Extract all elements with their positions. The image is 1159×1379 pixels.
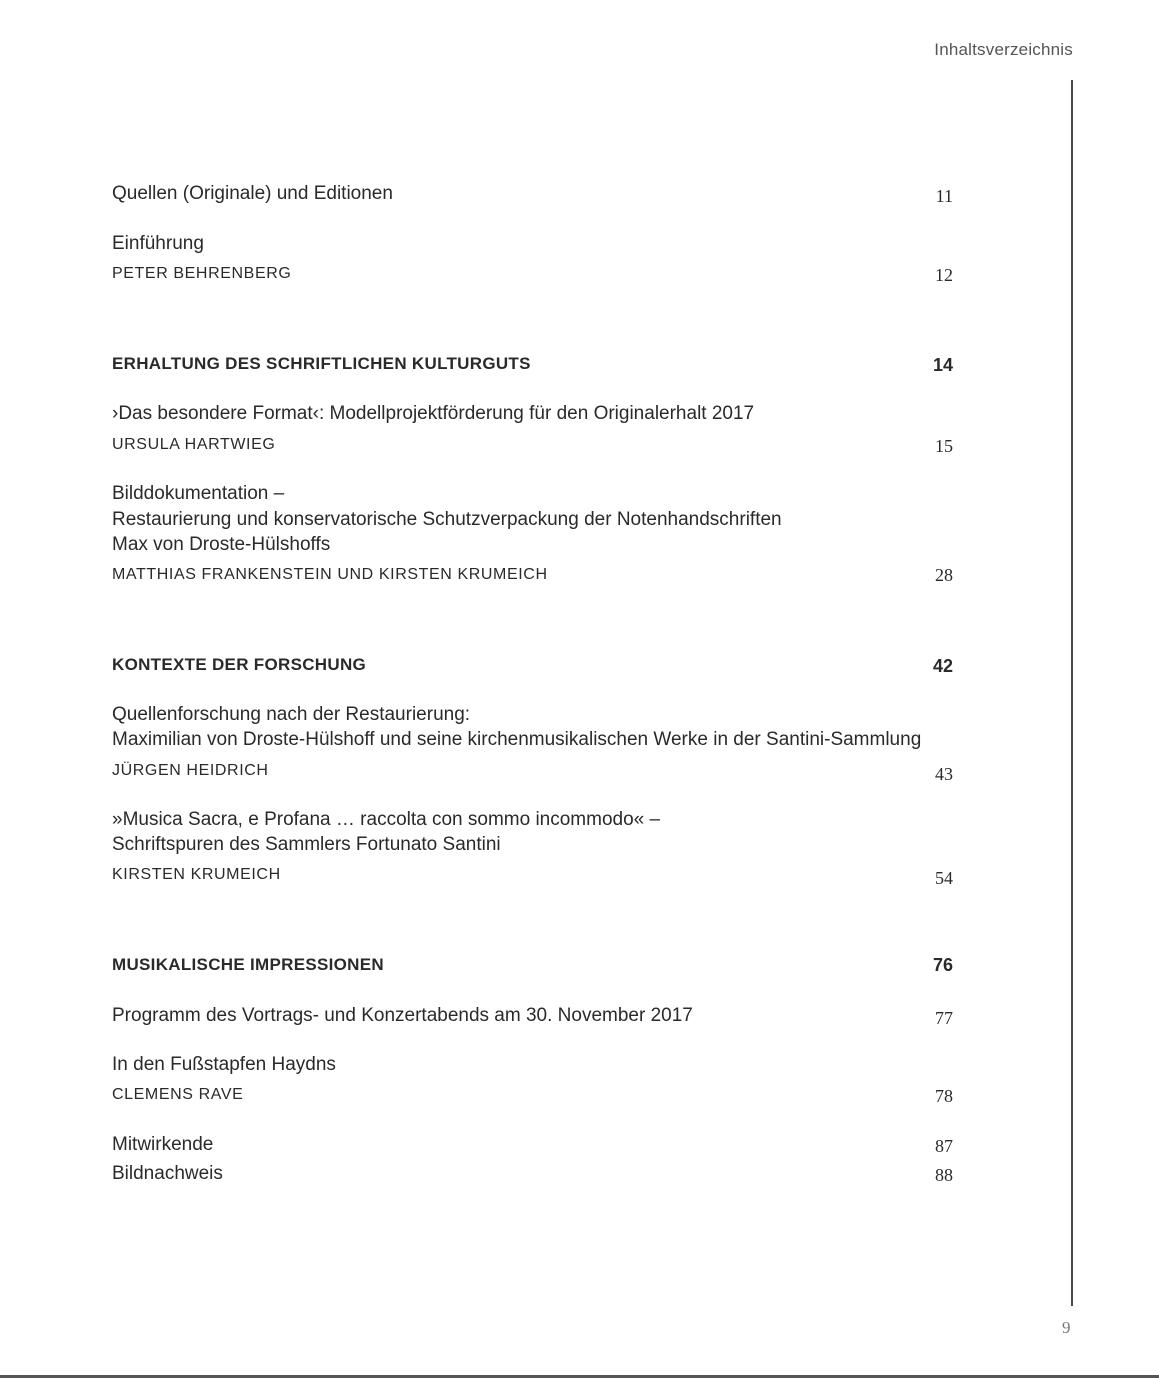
toc-entry-page: 78 <box>935 1086 953 1106</box>
toc-entry-author: URSULA HARTWIEG <box>112 436 276 453</box>
toc-entry-page: 77 <box>935 1008 953 1028</box>
toc-entry-author: CLEMENS RAVE <box>112 1086 244 1103</box>
toc-entry-author: MATTHIAS FRANKENSTEIN UND KIRSTEN KRUMEICH <box>112 566 548 583</box>
toc-section-heading: KONTEXTE DER FORSCHUNG <box>112 655 367 674</box>
toc-entry-page: 15 <box>935 436 953 456</box>
toc-section-heading: ERHALTUNG DES SCHRIFTLICHEN KULTURGUTS <box>112 354 531 373</box>
toc-entry-author: JÜRGEN HEIDRICH <box>112 762 269 779</box>
toc-section-page: 76 <box>932 955 953 975</box>
vertical-rule <box>1071 80 1073 1306</box>
toc-entry-title: ›Das besondere Format‹: Modellprojektförderung für den Originalerhalt 2017 <box>112 403 755 424</box>
toc-section-page: 14 <box>932 355 953 375</box>
toc-entry-title-line: Maximilian von Droste-Hülshoff und seine kirchenmusikalischen Werke in der Santini-Sammlung <box>112 729 922 750</box>
toc-entry-title-line: Schriftspuren des Sammlers Fortunato Santini <box>112 834 501 855</box>
toc-entry-author: PETER BEHRENBERG <box>112 265 292 282</box>
toc-entry-title-line: Bilddokumentation – <box>112 483 285 504</box>
toc-entry-title-line: »Musica Sacra, e Profana … raccolta con sommo incommodo« – <box>112 809 661 830</box>
toc-entry-page: 54 <box>935 868 953 888</box>
toc-entry-title-line: Restaurierung und konservatorische Schutzverpackung der Notenhandschriften <box>112 509 782 530</box>
toc-entry-page: 87 <box>935 1136 953 1156</box>
toc-entry-author: KIRSTEN KRUMEICH <box>112 866 281 883</box>
toc-entry-title: Programm des Vortrags- und Konzertabends am 30. November 2017 <box>112 1005 693 1026</box>
page-number: 9 <box>1062 1318 1071 1337</box>
running-head: Inhaltsverzeichnis <box>934 40 1073 59</box>
toc-entry-title-line: Quellenforschung nach der Restaurierung: <box>112 704 471 725</box>
toc-entry-page: 88 <box>935 1165 953 1185</box>
toc-entry-title: Quellen (Originale) und Editionen <box>112 183 393 204</box>
toc-entry-page: 12 <box>935 265 953 285</box>
toc-section-page: 42 <box>932 656 953 676</box>
toc-section-heading: MUSIKALISCHE IMPRESSIONEN <box>112 955 384 974</box>
toc-entry-page: 28 <box>935 565 953 585</box>
toc-entry-title: Einführung <box>112 233 204 254</box>
toc-entry-page: 11 <box>935 186 953 206</box>
bottom-border <box>0 1375 1159 1378</box>
toc-entry-title: Bildnachweis <box>112 1163 223 1184</box>
toc-entry-page: 43 <box>935 764 953 784</box>
toc-entry-title-line: Max von Droste-Hülshoffs <box>112 534 331 555</box>
toc-entry-title: Mitwirkende <box>112 1134 214 1155</box>
toc-entry-title: In den Fußstapfen Haydns <box>112 1054 336 1075</box>
